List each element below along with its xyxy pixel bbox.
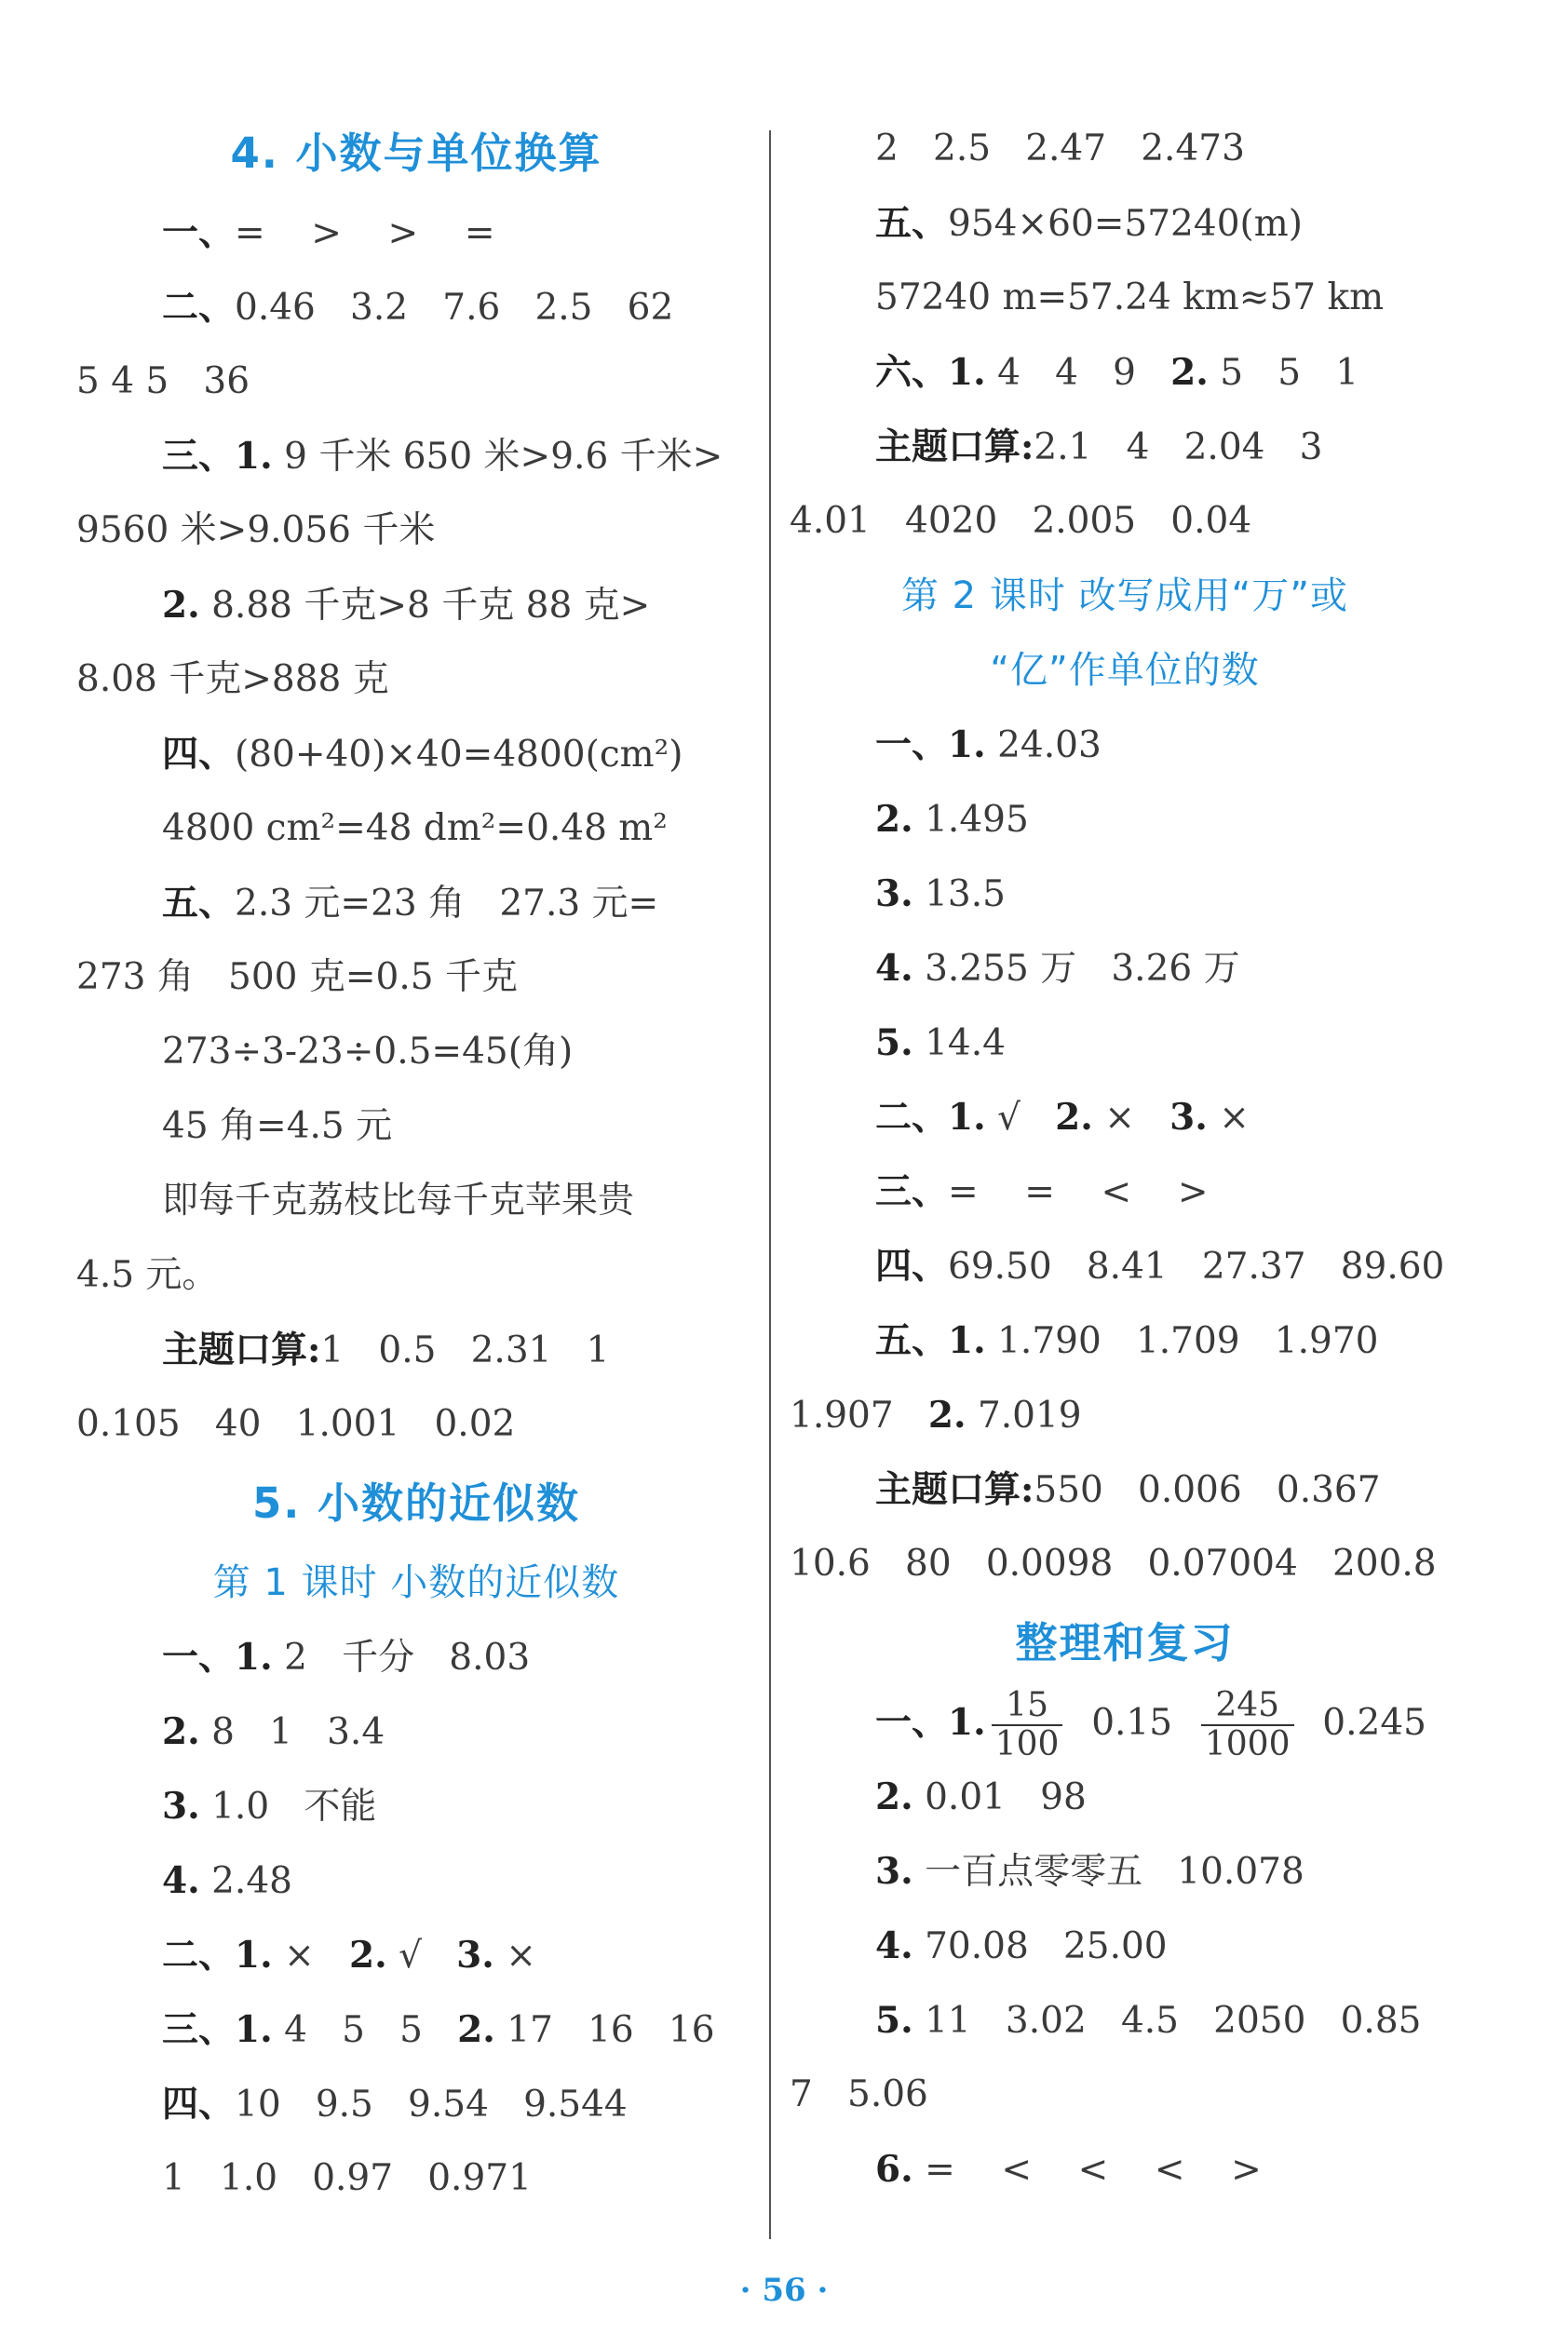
- item-number: 一、1.: [875, 723, 986, 766]
- answer-text: 10 9.5 9.54 9.544: [235, 2084, 628, 2126]
- section-heading: 4. 小数与单位换算: [230, 128, 602, 178]
- fraction-numerator: 245: [1201, 1687, 1294, 1726]
- item-number: 三、: [875, 1170, 949, 1213]
- answer-line: [790, 1834, 1460, 1909]
- answer-text: 2.1 4 2.04 3: [1034, 426, 1323, 468]
- answer-text: 10.6 80 0.0098 0.07004 200.8: [790, 1543, 1437, 1585]
- answer-line: [790, 335, 1460, 410]
- lesson-subheading: 第 2 课时 改写成用“万”或: [900, 574, 1349, 617]
- answer-text: = > > =: [235, 212, 495, 254]
- item-number: 5.: [875, 1999, 913, 2042]
- right-column: [790, 112, 1460, 2207]
- item-number: 三、1.: [162, 2008, 273, 2051]
- answer-text: 45 角=4.5 元: [162, 1105, 393, 1147]
- answer-text: 4.01 4020 2.005 0.04: [790, 500, 1252, 542]
- answer-text: (80+40)×40=4800(cm²): [235, 734, 683, 776]
- answer-line: [76, 791, 756, 866]
- item-number: 主题口算:: [162, 1329, 321, 1371]
- answer-line: [76, 2141, 756, 2216]
- answer-line: [76, 940, 756, 1015]
- answer-line: [76, 717, 756, 791]
- answer-line: [790, 857, 1460, 931]
- answer-text: 2 千分 8.03: [272, 1637, 531, 1679]
- answer-line: [790, 1760, 1460, 1834]
- page-number: · 56 ·: [739, 2272, 829, 2309]
- answer-text: 14.4: [912, 1022, 1006, 1064]
- answer-text: 8.08 千克>888 克: [76, 658, 389, 700]
- item-number: 2.: [1055, 1096, 1093, 1139]
- answer-line: [790, 1154, 1460, 1229]
- item-number: 3.: [162, 1785, 200, 1828]
- item-number: 3.: [1169, 1096, 1208, 1139]
- answer-text: 1 0.5 2.31 1: [320, 1330, 610, 1371]
- answer-line: [790, 1303, 1460, 1378]
- item-number: 主题口算:: [875, 425, 1034, 468]
- item-number: 一、1.: [162, 1636, 273, 1679]
- answer-line: [790, 1909, 1460, 1983]
- answer-text: 9 千米 650 米>9.6 千米>: [272, 436, 723, 478]
- answer-line: [790, 931, 1460, 1006]
- item-number: 2.: [457, 2008, 495, 2051]
- item-number: 5.: [875, 1021, 913, 1064]
- answer-text: 8.88 千克>8 千克 88 克>: [199, 585, 651, 627]
- item-number: 二、1.: [875, 1096, 986, 1139]
- answer-line: [790, 782, 1460, 857]
- item-number: 3.: [875, 872, 913, 915]
- answer-line: [76, 1015, 756, 1089]
- answer-line: [76, 1694, 756, 1769]
- item-number: 2.: [348, 1934, 387, 1977]
- item-number: 六、1.: [875, 351, 986, 394]
- item-number: 四、: [162, 733, 236, 776]
- answer-text: ×: [1092, 1097, 1170, 1139]
- item-number: 2.: [162, 1710, 200, 1753]
- answer-text: 7 5.06: [790, 2073, 928, 2115]
- answer-text: 5 5 1: [1208, 352, 1359, 394]
- item-number: 三、1.: [162, 435, 273, 478]
- answer-text: 1.495: [912, 799, 1029, 841]
- lesson-subheading: “亿”作单位的数: [990, 649, 1260, 692]
- item-number: 四、: [162, 2083, 236, 2126]
- answer-text: 2.48: [199, 1860, 292, 1902]
- item-number: 主题口算:: [875, 1468, 1034, 1511]
- answer-line: [790, 484, 1460, 559]
- answer-line: [790, 1527, 1460, 1601]
- answer-line: [790, 112, 1460, 186]
- answer-text: 即每千克荔枝比每千克苹果贵: [162, 1180, 635, 1222]
- answer-text: 0.01 98: [912, 1776, 1087, 1818]
- answer-line: [76, 1313, 756, 1387]
- answer-line: [790, 186, 1460, 261]
- answer-line: [790, 2132, 1460, 2207]
- item-number: 一、: [162, 211, 236, 254]
- answer-text: 3.255 万 3.26 万: [912, 948, 1240, 990]
- answer-text: 9560 米>9.056 千米: [76, 509, 436, 551]
- answer-text: 954×60=57240(m): [948, 203, 1303, 245]
- fraction-denominator: 1000: [1204, 1725, 1291, 1763]
- answer-text: 273÷3-23÷0.5=45(角): [162, 1031, 574, 1073]
- answer-text: 11 3.02 4.5 2050 0.85: [912, 2000, 1422, 2042]
- answer-text: 一百点零零五 10.078: [912, 1851, 1304, 1893]
- section-heading: 整理和复习: [1015, 1618, 1235, 1667]
- answer-line: [76, 866, 756, 940]
- answer-text: 1.907: [790, 1395, 928, 1437]
- answer-text: 4 5 5: [272, 2009, 458, 2051]
- answer-line: [76, 1918, 756, 1992]
- answer-text: 2.3 元=23 角 27.3 元=: [235, 883, 659, 925]
- answer-text: 0.46 3.2 7.6 2.5 62: [235, 287, 674, 329]
- answer-line: [76, 1843, 756, 1918]
- item-number: 二、1.: [162, 1934, 273, 1977]
- item-number: 2.: [162, 584, 200, 627]
- answer-line: [76, 1620, 756, 1694]
- answer-text: √: [386, 1935, 457, 1977]
- fraction-numerator: 15: [992, 1687, 1063, 1726]
- item-number: 五、: [875, 202, 949, 245]
- answer-text: 1.0 不能: [199, 1786, 377, 1828]
- answer-text: 17 16 16: [494, 2009, 715, 2051]
- answer-line: [790, 1685, 1460, 1763]
- answer-line: [76, 344, 756, 419]
- answer-line: [76, 270, 756, 344]
- item-number: 4.: [875, 1924, 913, 1967]
- answer-text: = = < >: [948, 1171, 1209, 1213]
- answer-line: [76, 419, 756, 493]
- answer-text: 13.5: [912, 873, 1006, 915]
- fraction: [992, 1687, 1063, 1763]
- answer-line: [790, 1229, 1460, 1303]
- answer-line: [76, 2067, 756, 2141]
- answer-line: [76, 1238, 756, 1313]
- answer-text: 57240 m=57.24 km≈57 km: [875, 277, 1385, 318]
- item-number: 2.: [927, 1394, 966, 1437]
- answer-line: [790, 2058, 1460, 2132]
- answer-text: 8 1 3.4: [199, 1711, 385, 1753]
- answer-text: 0.15: [1091, 1702, 1173, 1744]
- answer-text: ×: [493, 1935, 536, 1977]
- item-number: 4.: [162, 1859, 200, 1902]
- answer-line: [76, 1992, 756, 2067]
- fraction-denominator: 100: [994, 1725, 1060, 1763]
- answer-text: 4800 cm²=48 dm²=0.48 m²: [162, 807, 668, 849]
- answer-text: ×: [272, 1935, 349, 1977]
- item-number: 2.: [875, 798, 913, 841]
- answer-line: [790, 261, 1460, 335]
- answer-text: √: [985, 1097, 1056, 1139]
- answer-text: 69.50 8.41 27.37 89.60: [948, 1246, 1445, 1288]
- item-number: 3.: [875, 1850, 913, 1893]
- answer-text: 24.03: [985, 724, 1102, 766]
- answer-line: [790, 1006, 1460, 1080]
- fraction: [1201, 1687, 1294, 1763]
- item-number: 3.: [456, 1934, 494, 1977]
- item-number: 一、1.: [875, 1701, 986, 1744]
- answer-line: [790, 1983, 1460, 2058]
- answer-text: 0.245: [1322, 1702, 1426, 1744]
- column-divider: [769, 130, 771, 2239]
- answer-line: [76, 642, 756, 717]
- item-number: 4.: [875, 947, 913, 990]
- section-heading: 5. 小数的近似数: [251, 1478, 581, 1528]
- answer-text: = < < < >: [912, 2149, 1262, 2191]
- left-column: [76, 112, 756, 2216]
- answer-text: 2 2.5 2.47 2.473: [875, 128, 1245, 169]
- answer-text: 1 1.0 0.97 0.971: [162, 2157, 532, 2199]
- answer-line: [76, 493, 756, 568]
- lesson-subheading: 第 1 课时 小数的近似数: [212, 1561, 620, 1604]
- answer-text: 4.5 元。: [76, 1254, 219, 1296]
- answer-line: [76, 1387, 756, 1462]
- item-number: 五、: [162, 882, 236, 925]
- answer-text: 273 角 500 克=0.5 千克: [76, 956, 518, 998]
- item-number: 2.: [1170, 351, 1209, 394]
- item-number: 2.: [875, 1775, 913, 1818]
- answer-text: ×: [1207, 1097, 1250, 1139]
- item-number: 二、: [162, 286, 236, 329]
- answer-line: [790, 1378, 1460, 1452]
- item-number: 五、1.: [875, 1319, 986, 1362]
- answer-line: [76, 196, 756, 270]
- answer-line: [790, 1452, 1460, 1527]
- answer-line: [76, 568, 756, 642]
- answer-line: [76, 1089, 756, 1164]
- answer-line: [790, 1080, 1460, 1154]
- answer-text: 550 0.006 0.367: [1034, 1469, 1381, 1511]
- answer-line: [790, 708, 1460, 782]
- answer-line: [790, 410, 1460, 484]
- answer-text: 5 4 5 36: [76, 360, 250, 402]
- answer-text: 7.019: [966, 1395, 1082, 1437]
- answer-line: [76, 1164, 756, 1238]
- item-number: 四、: [875, 1245, 949, 1288]
- item-number: 6.: [875, 2148, 913, 2191]
- answer-line: [76, 1769, 756, 1843]
- answer-text: 4 4 9: [985, 352, 1171, 394]
- answer-text: 0.105 40 1.001 0.02: [76, 1403, 516, 1445]
- answer-text: 70.08 25.00: [912, 1925, 1168, 1967]
- answer-text: 1.790 1.709 1.970: [985, 1320, 1379, 1362]
